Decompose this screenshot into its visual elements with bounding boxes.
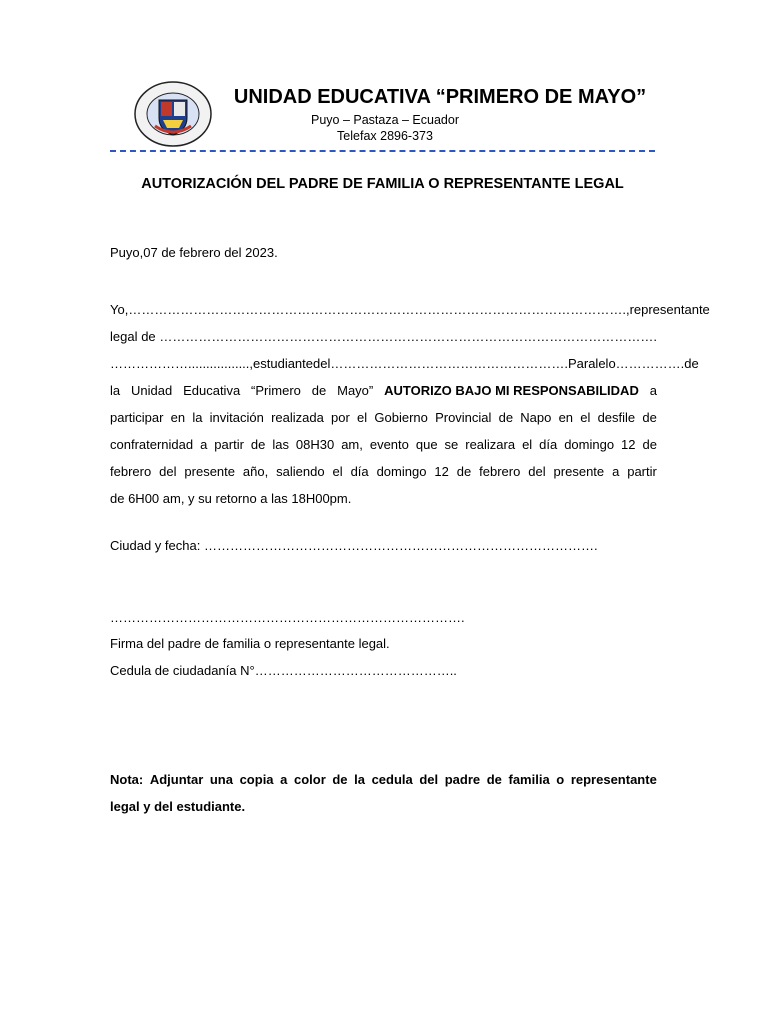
paragraph-line-7: [110, 458, 657, 485]
word: evento: [369, 437, 409, 452]
word: copia: [239, 772, 274, 787]
word: desfile: [597, 410, 636, 425]
word: realizara: [465, 437, 516, 452]
word: Napo: [520, 410, 552, 425]
note: [110, 766, 657, 820]
word: se: [444, 437, 459, 452]
authorization-statement: AUTORIZO BAJO MI RESPONSABILIDAD: [384, 383, 639, 398]
word: una: [209, 772, 233, 787]
word: Educativa: [183, 383, 241, 398]
word: Adjuntar: [149, 772, 204, 787]
id-number-field: Cedula de ciudadanía N°………………………………………..: [110, 663, 457, 678]
paragraph-line-3: [110, 350, 699, 377]
word: 12: [621, 437, 636, 452]
word: 08H30: [295, 437, 335, 452]
word: de: [332, 772, 348, 787]
word: febrero: [110, 464, 152, 479]
word: de: [642, 437, 657, 452]
paragraph-line-4: [110, 377, 657, 404]
word: Provincial: [435, 410, 492, 425]
word: de: [250, 437, 266, 452]
word: día: [539, 437, 558, 452]
word: legal: [110, 329, 138, 344]
word: estudiante: [253, 356, 314, 371]
word: Unidad: [131, 383, 173, 398]
word: “Primero: [251, 383, 301, 398]
word: año,: [242, 464, 269, 479]
word: am,: [341, 437, 363, 452]
word: legal y del estudiante.: [110, 799, 246, 814]
word: la: [354, 772, 365, 787]
word: día: [350, 464, 369, 479]
word: 12: [434, 464, 449, 479]
word: familia: [508, 772, 550, 787]
word: representante: [570, 772, 657, 787]
paragraph-line-2: [110, 323, 657, 350]
word: o: [556, 772, 565, 787]
word: que: [415, 437, 438, 452]
word: color: [293, 772, 326, 787]
word: partir: [214, 437, 244, 452]
paragraph-line-6: [110, 431, 657, 458]
word: a: [280, 772, 288, 787]
signature-label: Firma del padre de familia o representante legal.: [110, 636, 390, 651]
word: por: [331, 410, 350, 425]
course-blank: del……………………………………………….Paralelo…………….de: [313, 356, 699, 371]
word: de 6H00 am, y su retorno a las 18H00pm.: [110, 491, 352, 506]
word: partir: [627, 464, 657, 479]
word: del: [528, 464, 546, 479]
word: la: [110, 383, 121, 398]
word: a: [649, 383, 657, 398]
word: el: [522, 437, 533, 452]
name-blank: …………………………………………………………………………………………………….,: [128, 302, 630, 317]
word: febrero: [479, 464, 521, 479]
word: el: [332, 464, 343, 479]
word: el: [357, 410, 368, 425]
date-line: Puyo,07 de febrero del 2023.: [110, 245, 278, 260]
word: Gobierno: [374, 410, 428, 425]
word: cedula: [371, 772, 413, 787]
word: las: [272, 437, 289, 452]
word: en: [170, 410, 186, 425]
word: de: [141, 329, 156, 344]
header-separator: [110, 150, 655, 152]
paragraph-line-8: [110, 485, 657, 512]
word: la: [192, 410, 203, 425]
student-blank: …………………………………………………………………………………………………….: [159, 329, 657, 344]
word: de: [456, 464, 472, 479]
paragraph-line-5: [110, 404, 657, 431]
word: de: [311, 383, 327, 398]
school-telefax: Telefax 2896-373: [337, 129, 433, 143]
student-blank-end: ……………….................,: [110, 356, 254, 371]
word: el: [580, 410, 591, 425]
word: domingo: [376, 464, 427, 479]
note-line-1: [110, 766, 657, 793]
word: en: [558, 410, 574, 425]
word: a: [612, 464, 620, 479]
signature-line: ……………………………………………………………………….: [110, 610, 465, 625]
word: presente: [553, 464, 605, 479]
word: confraternidad: [110, 437, 194, 452]
word: domingo: [564, 437, 615, 452]
city-date-field: Ciudad y fecha: ……………………………………………………………………………….: [110, 538, 598, 553]
word: Mayo”: [337, 383, 374, 398]
document-title: AUTORIZACIÓN DEL PADRE DE FAMILIA O REPRESENTANTE LEGAL: [141, 176, 624, 192]
note-line-2: [110, 793, 657, 820]
school-name: UNIDAD EDUCATIVA “PRIMERO DE MAYO”: [233, 86, 647, 108]
word: de: [498, 410, 514, 425]
word: realizada: [271, 410, 324, 425]
word: saliendo: [276, 464, 325, 479]
word: a: [200, 437, 208, 452]
school-location: Puyo – Pastaza – Ecuador: [310, 113, 459, 127]
word: Yo,: [110, 302, 129, 317]
authorization-paragraph: [110, 296, 710, 512]
word: invitación: [209, 410, 264, 425]
word: padre: [444, 772, 481, 787]
word: Nota:: [110, 772, 144, 787]
word: participar: [110, 410, 164, 425]
word: representante: [629, 302, 710, 317]
word: presente: [184, 464, 235, 479]
word: del: [159, 464, 177, 479]
word: de: [486, 772, 502, 787]
paragraph-line-1: [110, 296, 710, 323]
word: de: [642, 410, 657, 425]
word: del: [419, 772, 439, 787]
